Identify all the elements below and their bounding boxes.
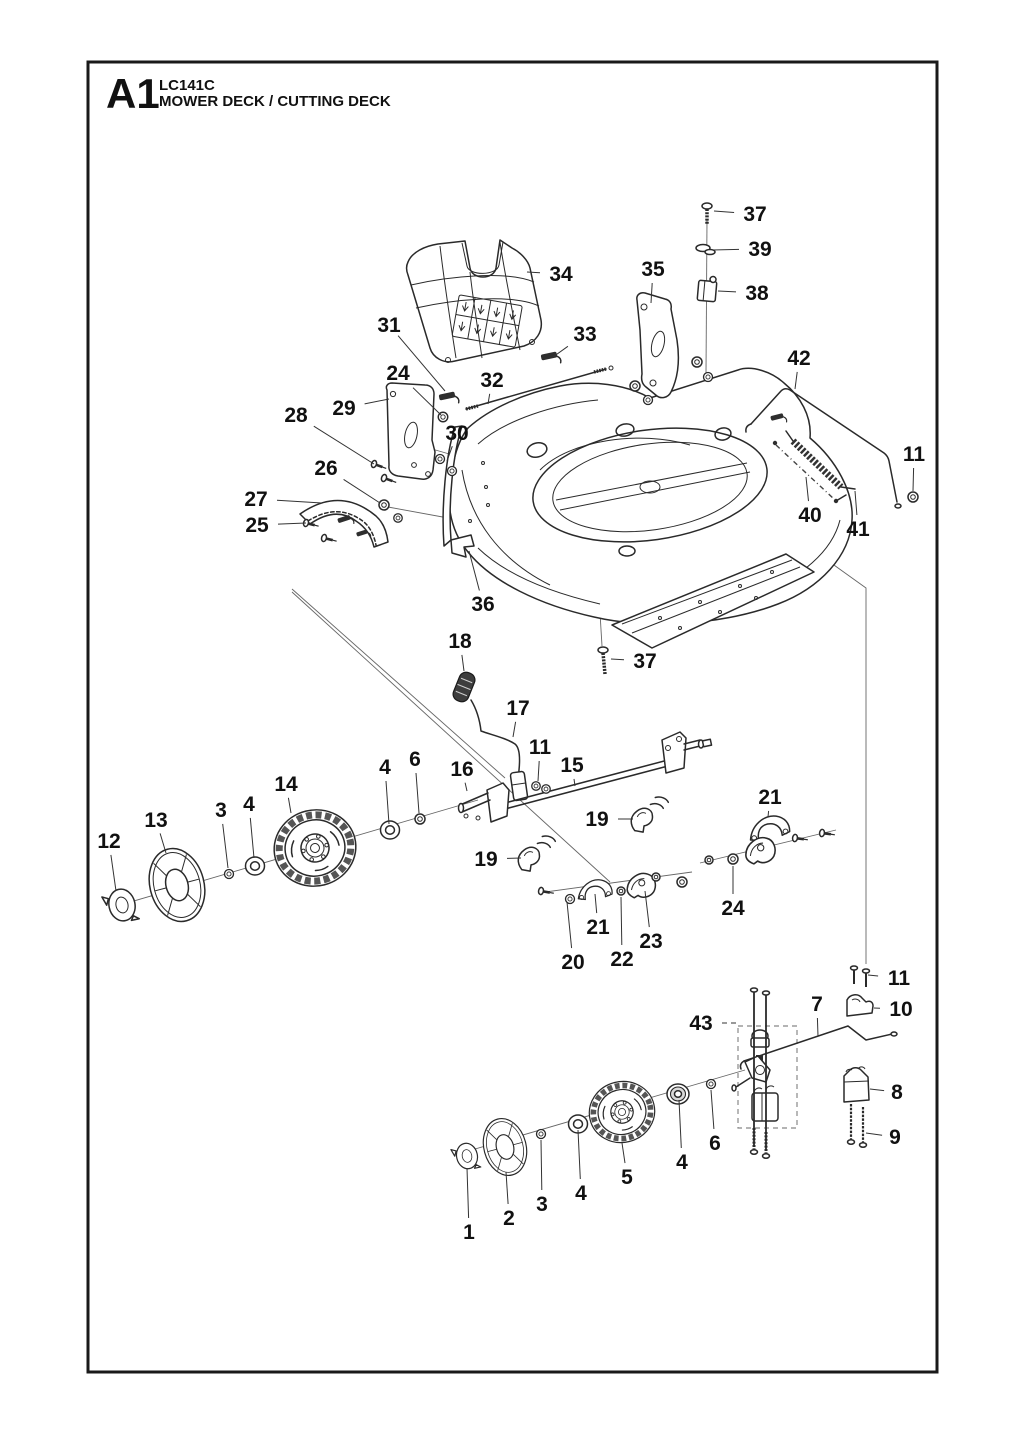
callout-35-3: 35 xyxy=(641,258,665,281)
callout-19-33: 19 xyxy=(585,808,609,831)
callout-23-38: 23 xyxy=(639,930,663,953)
page-title: MOWER DECK / CUTTING DECK xyxy=(159,93,391,110)
callout-41-19: 41 xyxy=(846,518,870,541)
callout-38-2: 38 xyxy=(745,282,769,305)
callout-19-34: 19 xyxy=(474,848,498,871)
axle-nut-front xyxy=(225,870,234,879)
callout-4-50: 4 xyxy=(575,1182,587,1205)
callout-40-18: 40 xyxy=(798,504,822,527)
callout-11-23: 11 xyxy=(528,736,552,759)
axle-nut-front-inner xyxy=(415,814,425,824)
callout-6-47: 6 xyxy=(709,1132,721,1155)
callout-3-30: 3 xyxy=(215,799,227,822)
section-code: A1 xyxy=(106,70,160,117)
wheel-bearing-front-outer xyxy=(246,857,265,875)
callout-9-46: 9 xyxy=(889,1126,901,1149)
callout-13-31: 13 xyxy=(144,809,168,832)
callout-24-7: 24 xyxy=(386,362,410,385)
callout-4-27: 4 xyxy=(379,756,391,779)
callout-11-42: 11 xyxy=(887,967,911,990)
callout-30-12: 30 xyxy=(445,422,469,445)
callout-6-25: 6 xyxy=(409,748,421,771)
leader-line-7 xyxy=(817,1018,818,1036)
leader-line-21 xyxy=(768,811,769,817)
callout-7-41: 7 xyxy=(811,993,823,1016)
callout-29-10: 29 xyxy=(332,397,356,420)
callout-17-22: 17 xyxy=(506,697,530,720)
callout-34-4: 34 xyxy=(549,263,573,286)
callout-31-5: 31 xyxy=(377,314,401,337)
callout-8-45: 8 xyxy=(891,1081,903,1104)
callout-21-37: 21 xyxy=(586,916,610,939)
callout-18-20: 18 xyxy=(448,630,472,653)
callout-21-35: 21 xyxy=(758,786,782,809)
callout-43-44: 43 xyxy=(689,1012,713,1035)
callout-39-1: 39 xyxy=(748,238,772,261)
axle-nut-rear-inner xyxy=(707,1080,716,1089)
callout-14-28: 14 xyxy=(274,773,298,796)
bracket-left xyxy=(386,383,435,479)
leader-line-11 xyxy=(913,468,914,491)
callout-42-9: 42 xyxy=(787,347,811,370)
callout-36-16: 36 xyxy=(471,593,495,616)
callout-37-21: 37 xyxy=(633,650,657,673)
callout-20-40: 20 xyxy=(561,951,585,974)
model-code: LC141C xyxy=(159,77,215,94)
callout-26-13: 26 xyxy=(314,457,338,480)
callout-11-17: 11 xyxy=(902,443,926,466)
callout-4-48: 4 xyxy=(676,1151,688,1174)
callout-10-43: 10 xyxy=(889,998,913,1021)
callout-16-26: 16 xyxy=(450,758,474,781)
callout-5-49: 5 xyxy=(621,1166,633,1189)
callout-3-51: 3 xyxy=(536,1193,548,1216)
leader-line-39 xyxy=(712,249,739,250)
callout-24-36: 24 xyxy=(721,897,745,920)
callout-37-0: 37 xyxy=(743,203,767,226)
callout-33-6: 33 xyxy=(573,323,597,346)
callout-4-29: 4 xyxy=(243,793,255,816)
callout-1-53: 1 xyxy=(463,1221,475,1244)
callout-15-24: 15 xyxy=(560,754,584,777)
axle-nut-rear xyxy=(537,1130,546,1139)
callout-25-15: 25 xyxy=(245,514,269,537)
callout-28-11: 28 xyxy=(284,404,308,427)
callout-12-32: 12 xyxy=(97,830,121,853)
callout-22-39: 22 xyxy=(610,948,634,971)
wheel-bearing-front-inner xyxy=(381,821,400,839)
callout-2-52: 2 xyxy=(503,1207,515,1230)
callout-27-14: 27 xyxy=(244,488,268,511)
callout-32-8: 32 xyxy=(480,369,504,392)
